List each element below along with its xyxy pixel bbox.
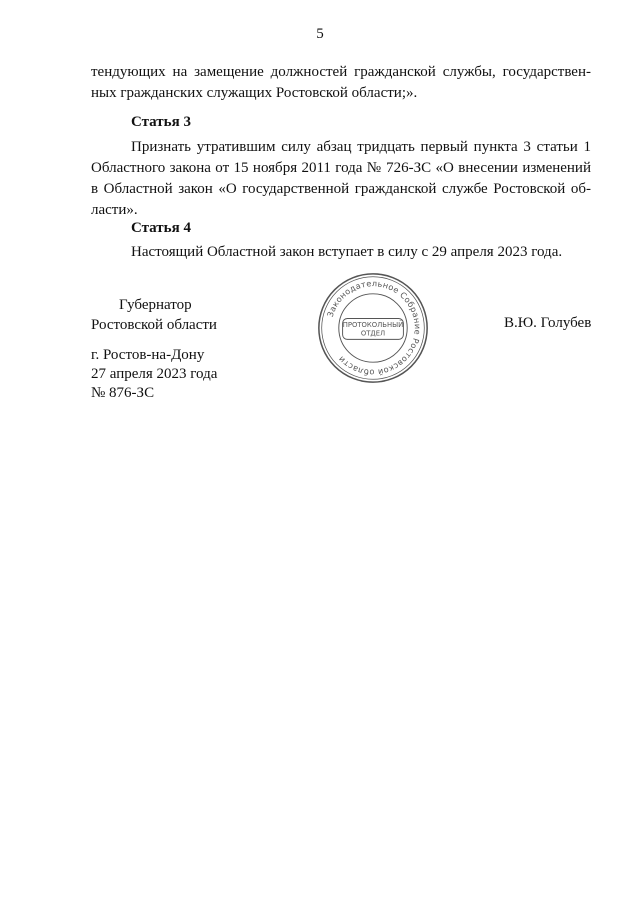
article-4-heading: Статья 4 [131,220,191,236]
seal-ring-text: Законодательное Собрание Ростовской области [324,278,423,378]
law-number: № 876-ЗС [91,385,155,401]
signatory-region: Ростовской области [91,317,217,333]
seal-center-line2: ОТДЕЛ [360,329,386,338]
article-3-line: ласти». [91,202,138,218]
place-city: г. Ростов-на-Дону [91,347,205,363]
signatory-block [91,295,217,335]
continuation-paragraph [91,62,591,104]
article-3-paragraph [91,137,591,221]
article-4-paragraph [91,242,591,263]
official-seal [316,271,430,385]
signatory-title: Губернатор [119,297,192,313]
article-3-line: Признать утратившим силу абзац тридцать первый пункта 3 статьи 1 [131,139,591,155]
place-date-block [91,346,217,403]
article-3-heading: Статья 3 [131,114,191,130]
continuation-line: ных гражданских служащих Ростовской области;». [91,85,418,101]
article-3-line: Областного закона от 15 ноября 2011 года № 726-ЗС «О внесении изменений [91,160,591,176]
place-date: 27 апреля 2023 года [91,366,218,382]
continuation-line: тендующих на замещение должностей гражданской службы, государствен- [91,64,591,80]
article-4-line: Настоящий Областной закон вступает в силу с 29 апреля 2023 года. [131,244,563,260]
article-3-line: в Областной закон «О государственной гражданской службе Ростовской об- [91,181,591,197]
signatory-name: В.Ю. Голубев [504,315,592,331]
seal-center-line1: ПРОТОКОЛЬНЫЙ [342,321,404,330]
page-number: 5 [316,26,324,42]
